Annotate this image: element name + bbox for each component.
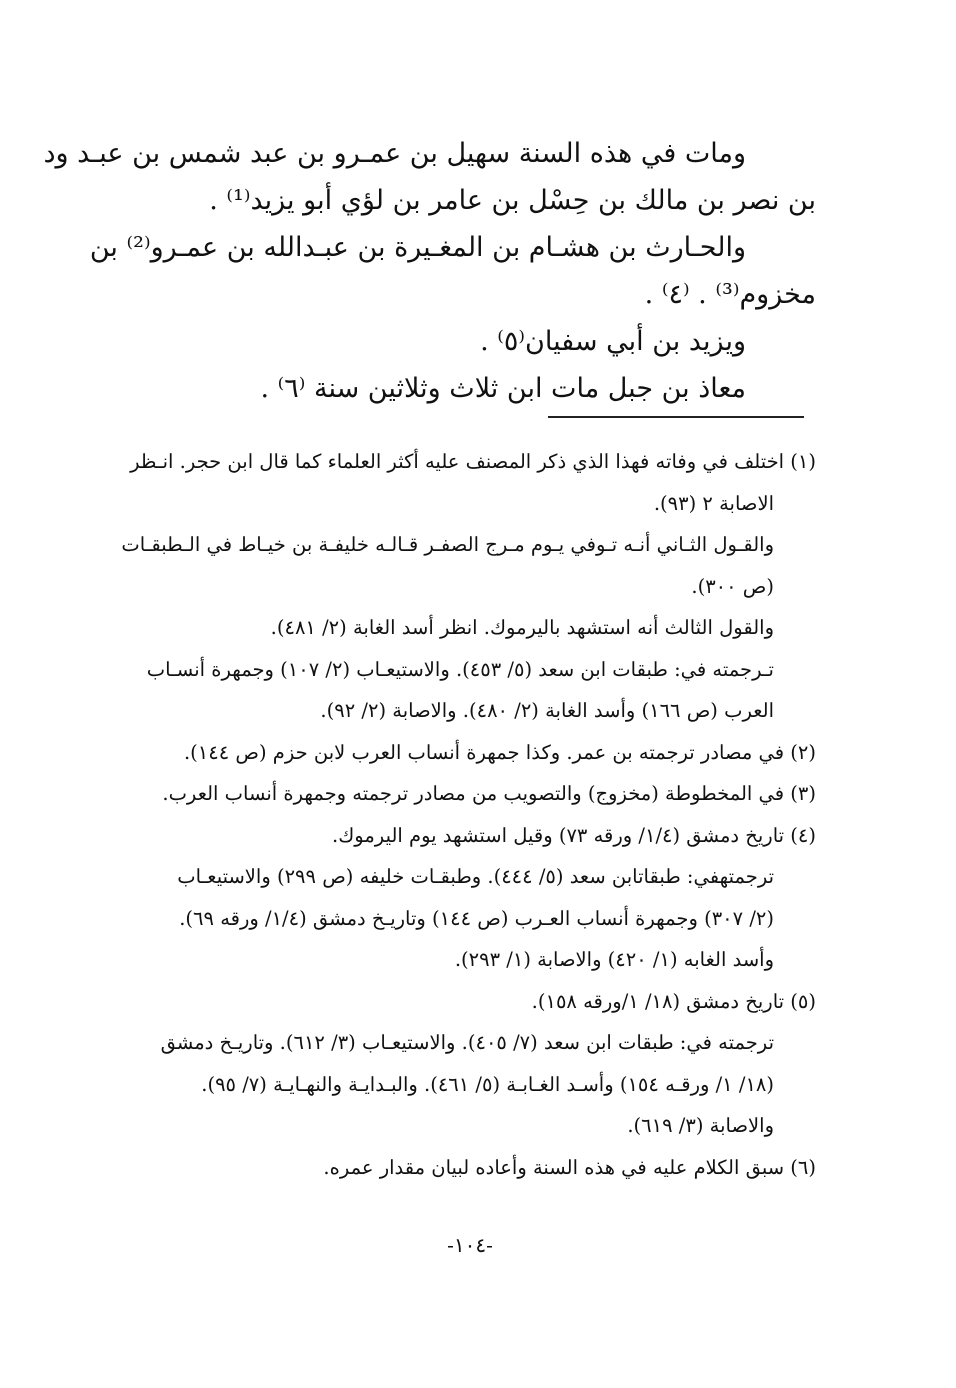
main-text-line: ومات في هذه السنة سهيل بن عمـرو بن عبد شمس بن عبـد ود	[43, 138, 746, 169]
main-text-line: مخزوم⁽³⁾ . ⁽٤⁾ .	[644, 279, 816, 310]
footnote-line: العرب (ص ١٦٦) وأسد الغابة (٢/ ٤٨٠). والاصابة (٢/ ٩٢).	[320, 699, 774, 722]
footnote-line: تـرجمته في: طبقات ابن سعد (٥/ ٤٥٣). والاستيعـاب (٢/ ١٠٧) وجمهرة أنسـاب	[146, 657, 774, 681]
main-text-line: والحـارث بن هشـام بن المغـيرة بن عبـدالله بن عمـرو⁽²⁾ بن	[89, 232, 746, 263]
footnote-line: (٢) في مصادر ترجمته بن عمر. وكذا جمهرة أنساب العرب لابن حزم (ص ١٤٤).	[183, 740, 816, 764]
footnote-line: (١) اختلف في وفاته فهذا الذي ذكر المصنف عليه أكثر العلماء كما قال ابن حجر. انـظر	[130, 450, 816, 473]
footnote-line: ترجمته في: طبقات ابن سعد (٧/ ٤٠٥). والاستيعـاب (٣/ ٦١٢). وتاريـخ دمشق	[160, 1031, 774, 1054]
footnote-line: والقول الثالث أنه استشهد باليرموك. انظر أسد الغابة (٢/ ٤٨١).	[270, 616, 774, 639]
page-number: -١٠٤-	[447, 1233, 493, 1257]
footnote-line: والقـول الثـاني أنـه تـوفي يـوم مـرج الصفـر قـالـه خليفـة بن خيـاط في الـطبقـات	[121, 533, 774, 556]
main-text-block	[43, 130, 816, 412]
footnote-line: (٣) في المخطوطة (مخزوج) والتصويب من مصادر ترجمته وجمهرة أنساب العرب.	[162, 782, 816, 805]
main-text-line: بن نصر بن مالك بن حِسْل بن عامر بن لؤي أبو يزيد⁽¹⁾ .	[209, 185, 816, 216]
main-text-line: ويزيد بن أبي سفيان⁽٥⁾ .	[480, 326, 746, 357]
footnote-line: والاصابة (٣/ ٦١٩).	[627, 1114, 774, 1137]
footnote-line: (ص ٣٠٠).	[691, 574, 774, 598]
footnote-line: ترجمتهفي: طبقاتابن سعد (٥/ ٤٤٤). وطبقـات خليفه (ص ٢٩٩) والاستيعـاب	[177, 865, 774, 888]
footnote-line: (٥) تاريخ دمشق (١٨/ ١/ورقه ١٥٨).	[531, 989, 816, 1013]
footnote-line: (٢/ ٣٠٧) وجمهرة أنساب العـرب (ص ١٤٤) وتاريـخ دمشق (١/٤/ ورقه ٦٩).	[179, 906, 774, 930]
footnotes-block	[116, 441, 816, 1188]
footnote-line: وأسد الغابه (١/ ٤٢٠) والاصابة (١/ ٢٩٣).	[454, 948, 774, 971]
main-text-line: معاذ بن جبل مات ابن ثلاث وثلاثين سنة ⁽٦⁾ .	[260, 373, 746, 404]
footnote-line: (٦) سبق الكلام عليه في هذه السنة وأعاده لبيان مقدار عمره.	[323, 1155, 816, 1179]
footnote-line: الاصابة ٢ (٩٣).	[653, 491, 774, 515]
footnote-separator-rule	[548, 416, 804, 418]
footnote-line: (١٨/ ١/ ورقـه ١٥٤) وأسـد الغـابـة (٥/ ٤٦١). والبـدايـة والنهـايـة (٧/ ٩٥).	[201, 1072, 774, 1096]
footnote-line: (٤) تاريخ دمشق (١/٤/ ورقه ٧٣) وقيل استشهد يوم اليرموك.	[332, 823, 816, 847]
